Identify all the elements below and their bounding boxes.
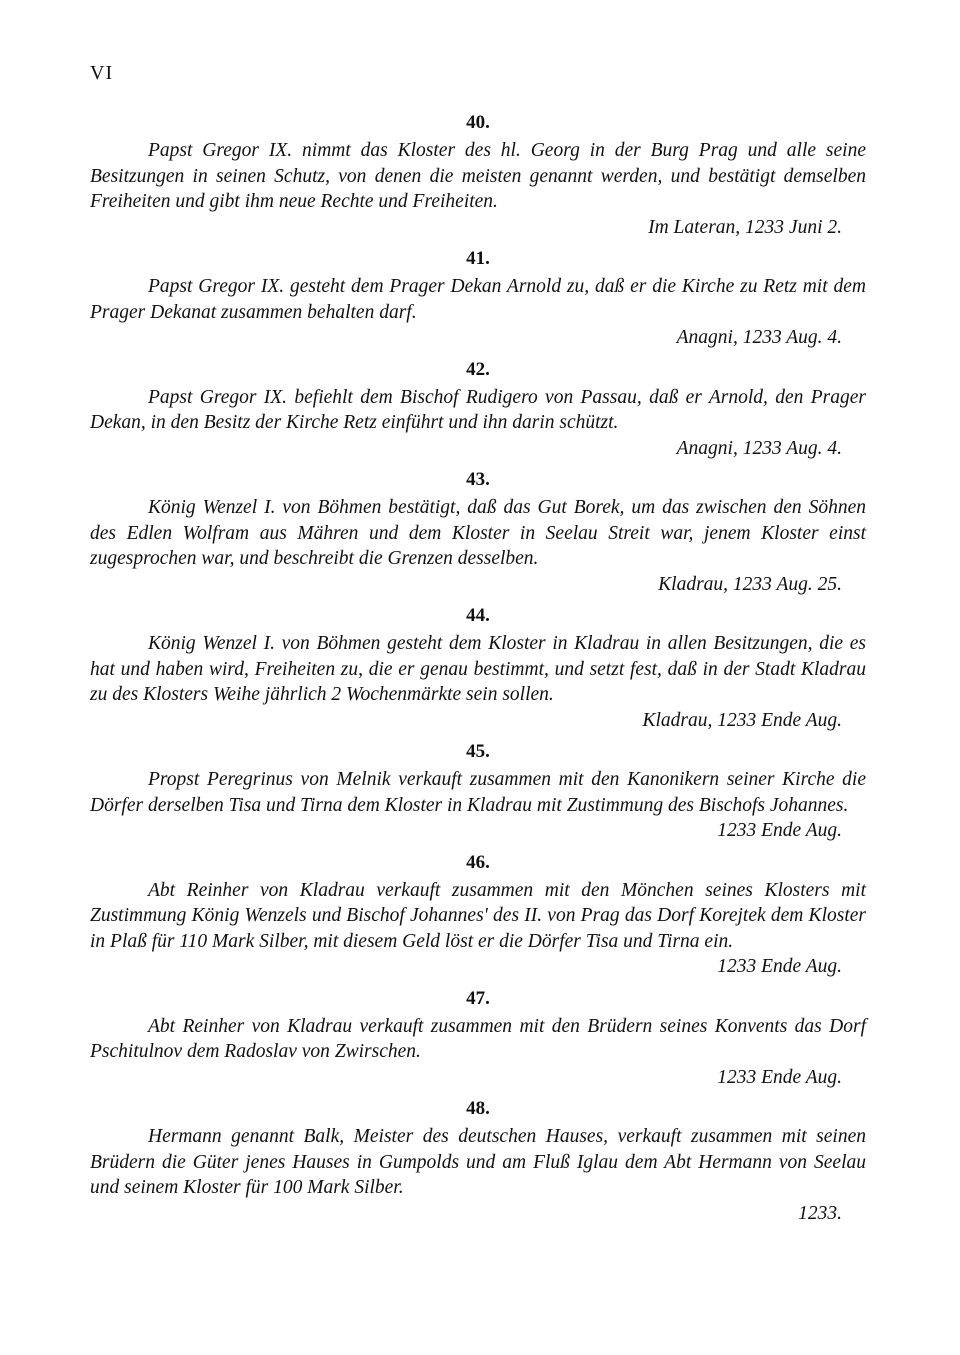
entry-number: 47. xyxy=(466,987,490,1009)
entry-summary: Abt Reinher von Kladrau verkauft zusammen mit den Mönchen seines Klosters mit Zustimmung König Wenzels und Bischof Johannes' des II. von Prag das Dorf Korejtek dem Kloster in Plaß für 110 Mark Silber, mit diesem Geld löst er die Dörfer Tisa und Tirna ein. xyxy=(90,879,866,952)
entry-summary: König Wenzel I. von Böhmen bestätigt, daß das Gut Borek, um das zwischen den Söhnen des Edlen Wolfram aus Mähren und dem Kloster in Seelau Streit war, jenem Kloster einst zugesprochen war, und beschreibt die Grenzen desselben. xyxy=(90,497,866,569)
entry-47 xyxy=(90,986,866,1091)
entry-summary: Papst Gregor IX. befiehlt dem Bischof Rudigero von Passau, daß er Arnold, den Prager Dekan, in den Besitz der Kirche Retz einführt und ihn darin schützt. xyxy=(90,386,866,433)
entry-dateline: Im Lateran, 1233 Juni 2. xyxy=(648,216,842,238)
entry-41 xyxy=(90,246,866,351)
entry-summary: Papst Gregor IX. gesteht dem Prager Dekan Arnold zu, daß er die Kirche zu Retz mit dem Prager Dekanat zusammen behalten darf. xyxy=(90,276,866,323)
entry-dateline: 1233 Ende Aug. xyxy=(717,1066,842,1088)
entry-dateline: Anagni, 1233 Aug. 4. xyxy=(676,327,842,348)
entry-dateline: Kladrau, 1233 Ende Aug. xyxy=(642,709,842,731)
entry-44 xyxy=(90,603,866,733)
entry-number: 45. xyxy=(466,741,490,762)
entry-dateline: Anagni, 1233 Aug. 4. xyxy=(676,437,842,459)
page-number: VI xyxy=(90,62,114,84)
entry-summary: König Wenzel I. von Böhmen gesteht dem Kloster in Kladrau in allen Besitzungen, die es hat und haben wird, Freiheiten zu, die er genau bestimmt, und setzt fest, daß in der Stadt Kladrau zu des Klosters Weihe jährlich 2 Wochenmärkte sein sollen. xyxy=(90,633,866,705)
entry-dateline: 1233 Ende Aug. xyxy=(717,820,842,841)
entry-number: 41. xyxy=(466,248,490,269)
entry-number: 43. xyxy=(466,469,490,490)
entry-number: 42. xyxy=(466,358,490,380)
entry-number: 48. xyxy=(466,1098,490,1119)
entry-dateline: 1233. xyxy=(798,1202,842,1224)
regesta-list xyxy=(90,110,866,1232)
entry-dateline: 1233 Ende Aug. xyxy=(717,956,842,977)
entry-dateline: Kladrau, 1233 Aug. 25. xyxy=(658,573,842,595)
entry-summary: Papst Gregor IX. nimmt das Kloster des hl. Georg in der Burg Prag und alle seine Besitzungen in seinen Schutz, von denen die meisten genannt werden, und bestätigt demselben Freiheiten und gibt ihm neue Rechte und Freiheiten. xyxy=(90,140,866,212)
entry-48 xyxy=(90,1096,866,1226)
entry-40 xyxy=(90,110,866,240)
entry-number: 44. xyxy=(466,605,490,626)
entry-42 xyxy=(90,357,866,462)
entry-summary: Abt Reinher von Kladrau verkauft zusammen mit den Brüdern seines Konvents das Dorf Pschitulnov dem Radoslav von Zwirschen. xyxy=(90,1015,866,1062)
entry-summary: Propst Peregrinus von Melnik verkauft zusammen mit den Kanonikern seiner Kirche die Dörfer derselben Tisa und Tirna dem Kloster in Kladrau mit Zustimmung des Bischofs Johannes. xyxy=(90,769,866,816)
entry-43 xyxy=(90,467,866,597)
entry-number: 40. xyxy=(466,112,490,133)
entry-45 xyxy=(90,739,866,844)
entry-46 xyxy=(90,850,866,980)
entry-number: 46. xyxy=(466,851,490,873)
entry-summary: Hermann genannt Balk, Meister des deutschen Hauses, verkauft zusammen mit seinen Brüdern die Güter jenes Hauses in Gumpolds und am Fluß Iglau dem Abt Hermann von Seelau und seinem Kloster für 100 Mark Silber. xyxy=(90,1126,866,1198)
